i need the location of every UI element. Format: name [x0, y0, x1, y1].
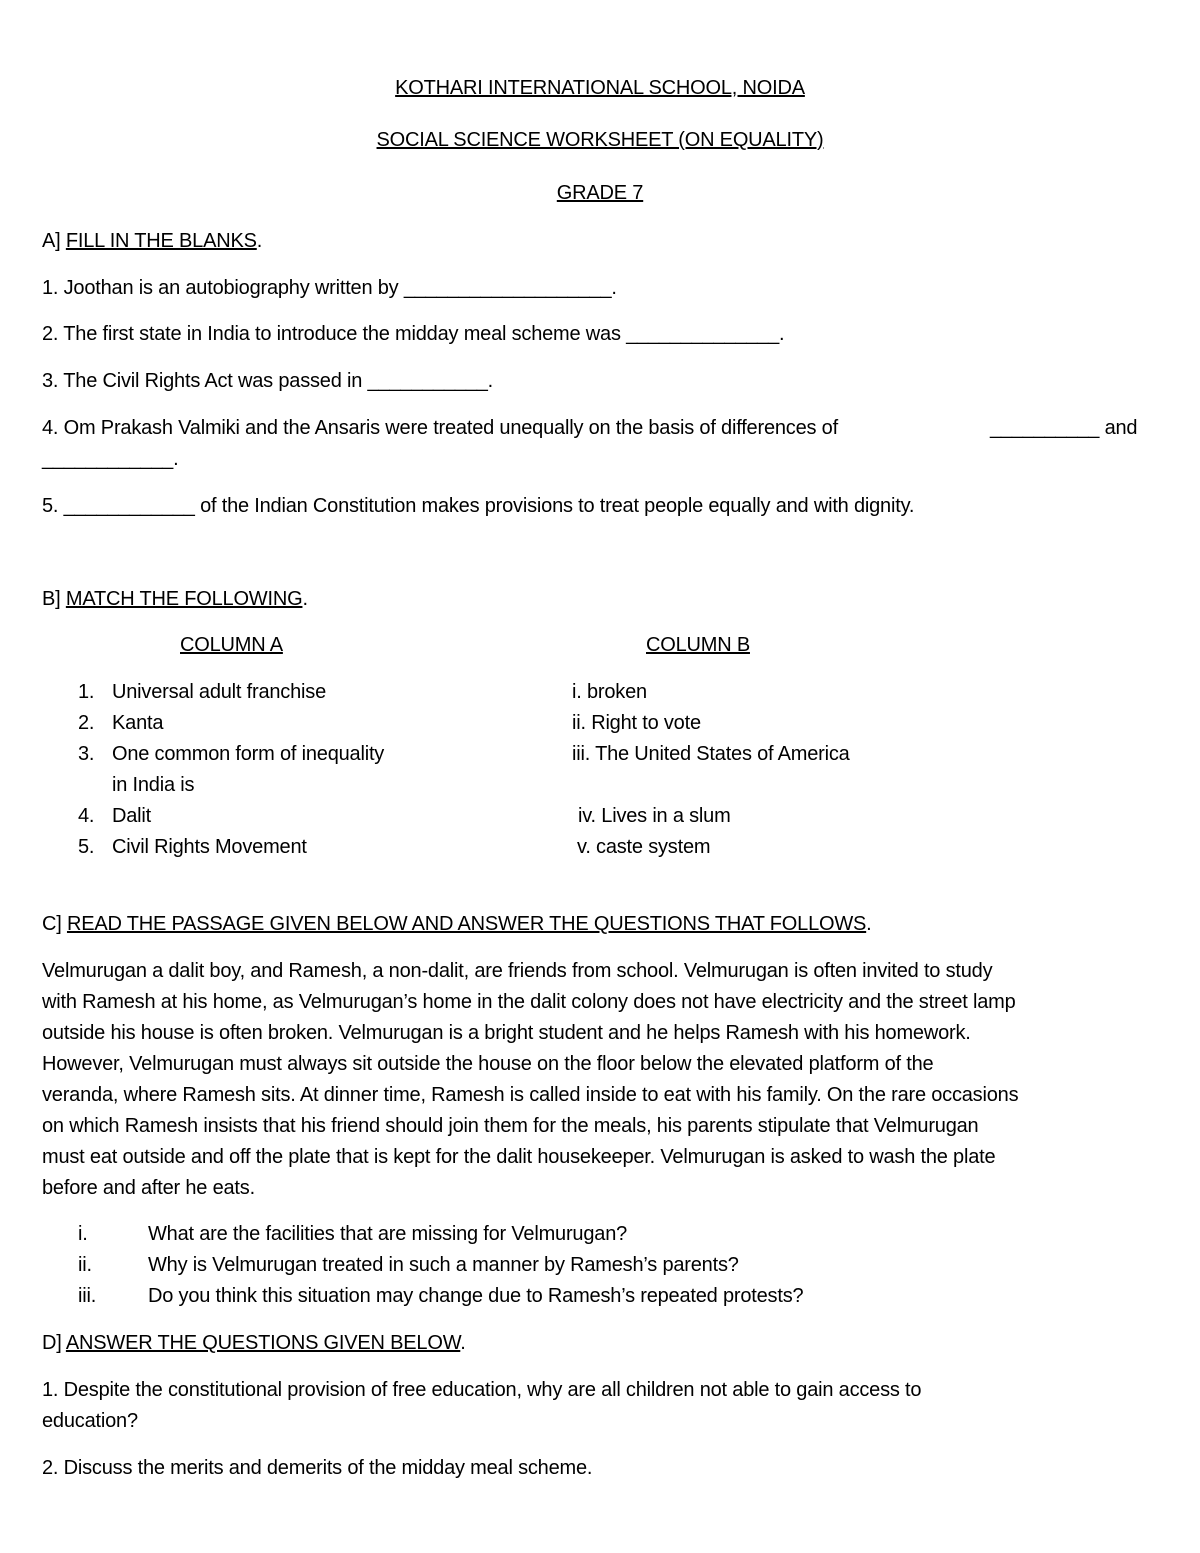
section-d-heading [42, 1331, 466, 1355]
column-b-item: i. broken [572, 681, 647, 703]
column-a-item: Universal adult franchise [112, 681, 326, 703]
passage-question-num: ii. [78, 1254, 92, 1276]
passage-line: However, Velmurugan must always sit outside the house on the floor below the elevated platform of the [42, 1053, 934, 1075]
column-a-item: Kanta [112, 712, 164, 734]
passage-line: must eat outside and off the plate that is kept for the dalit housekeeper. Velmurugan is asked to wash the plate [42, 1146, 996, 1168]
school-name: KOTHARI INTERNATIONAL SCHOOL, NOIDA [395, 77, 805, 99]
column-b-item: ii. Right to vote [572, 712, 701, 734]
passage-line: outside his house is often broken. Velmurugan is a bright student and he helps Ramesh with his homework. [42, 1022, 971, 1044]
section-c-title: READ THE PASSAGE GIVEN BELOW AND ANSWER THE QUESTIONS THAT FOLLOWS [66, 913, 867, 935]
section-a-heading [42, 229, 262, 253]
column-a-heading: COLUMN A [180, 634, 283, 656]
passage-question-num: iii. [78, 1285, 97, 1307]
column-a-item: Dalit [112, 805, 152, 827]
column-b-heading: COLUMN B [646, 634, 750, 656]
passage-line: Velmurugan a dalit boy, and Ramesh, a non-dalit, are friends from school. Velmurugan is often invited to study [42, 960, 993, 982]
section-c-prefix: C] [42, 913, 62, 935]
question-d1-line2: education? [42, 1410, 138, 1432]
grade-heading: GRADE 7 [556, 182, 644, 204]
fill-blank-4-line1: 4. Om Prakash Valmiki and the Ansaris were treated unequally on the basis of differences of [42, 417, 838, 439]
fill-blank-5: 5. ____________ of the Indian Constitution makes provisions to treat people equally and with dignity. [42, 495, 915, 517]
column-b-item: iv. Lives in a slum [578, 805, 731, 827]
fill-blank-2: 2. The first state in India to introduce the midday meal scheme was ______________. [42, 323, 785, 345]
section-a-title: FILL IN THE BLANKS [65, 230, 257, 252]
fill-blank-4-blank: __________ and [990, 417, 1138, 439]
section-c-dot: . [866, 913, 872, 935]
question-d1-line1: 1. Despite the constitutional provision of free education, why are all children not able to gain access to [42, 1379, 922, 1401]
section-d-title: ANSWER THE QUESTIONS GIVEN BELOW [65, 1332, 461, 1354]
column-a-item: in India is [112, 774, 195, 796]
section-b-heading [42, 587, 308, 611]
section-a-dot: . [256, 230, 263, 252]
section-a-prefix: A] [42, 230, 61, 252]
column-a-num: 5. [78, 836, 95, 858]
passage-question: Do you think this situation may change due to Ramesh’s repeated protests? [148, 1285, 804, 1307]
column-a-num: 1. [78, 681, 95, 703]
passage-line: with Ramesh at his home, as Velmurugan’s home in the dalit colony does not have electricity and the street lamp [42, 991, 1016, 1013]
section-b-title: MATCH THE FOLLOWING [65, 588, 303, 610]
column-a-num: 4. [78, 805, 95, 827]
section-d-prefix: D] [42, 1332, 62, 1354]
column-b-item: v. caste system [577, 836, 711, 858]
passage-line: on which Ramesh insists that his friend should join them for the meals, his parents stipulate that Velmurugan [42, 1115, 979, 1137]
fill-blank-1: 1. Joothan is an autobiography written by ___________________. [42, 277, 617, 299]
fill-blank-4-line2: ____________. [42, 448, 179, 470]
passage-line: veranda, where Ramesh sits. At dinner time, Ramesh is called inside to eat with his family. On the rare occasions [42, 1084, 1019, 1106]
section-b-prefix: B] [42, 588, 61, 610]
column-a-num: 2. [78, 712, 95, 734]
passage-question: What are the facilities that are missing for Velmurugan? [148, 1223, 628, 1245]
section-b-dot: . [302, 588, 308, 610]
passage-line: before and after he eats. [42, 1177, 255, 1199]
column-b-item: iii. The United States of America [572, 743, 850, 765]
column-a-num: 3. [78, 743, 95, 765]
passage-question: Why is Velmurugan treated in such a manner by Ramesh’s parents? [148, 1254, 739, 1276]
passage-question-num: i. [78, 1223, 88, 1245]
column-a-item: Civil Rights Movement [112, 836, 307, 858]
question-d2: 2. Discuss the merits and demerits of the midday meal scheme. [42, 1457, 593, 1479]
fill-blank-3: 3. The Civil Rights Act was passed in ___________. [42, 370, 494, 392]
section-d-dot: . [460, 1332, 466, 1354]
column-a-item: One common form of inequality [112, 743, 385, 765]
section-c-heading [42, 912, 872, 936]
worksheet-title: SOCIAL SCIENCE WORKSHEET (ON EQUALITY) [376, 129, 824, 151]
